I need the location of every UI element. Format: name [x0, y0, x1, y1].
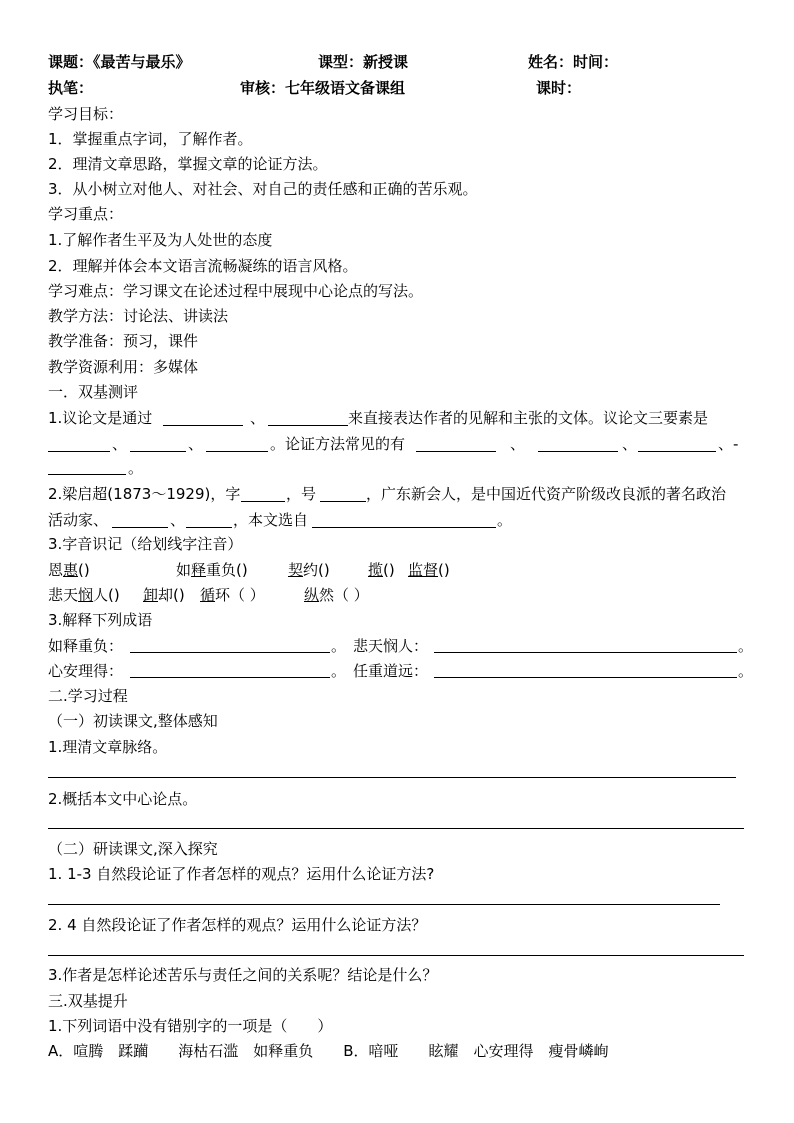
pron-item: 卸却() [143, 586, 185, 604]
blank[interactable] [186, 527, 232, 528]
writer: 执笔： [48, 79, 94, 97]
q1-sep: 、 [188, 435, 204, 453]
q2-text: ，广东新会人，是中国近代资产阶级改良派的著名政治 [366, 485, 727, 503]
blank[interactable] [130, 451, 186, 452]
pron-item: 恩惠() [48, 561, 90, 579]
question: 1.理清文章脉络。 [48, 738, 168, 756]
teaching-resource: 教学资源利用：多媒体 [48, 358, 199, 376]
pron-item: 如释重负() [176, 561, 248, 579]
keypoints-title: 学习重点： [48, 205, 124, 223]
q1-end: 。 [128, 459, 144, 477]
idiom-label: 心安理得： [48, 662, 124, 680]
q2-text: 。 [497, 511, 513, 529]
blank[interactable] [638, 451, 716, 452]
q2-text: 活动家、 [48, 511, 109, 529]
lesson-type: 课型：新授课 [318, 53, 409, 71]
question: 1.下列词语中没有错别字的一项是（ ） [48, 1017, 333, 1035]
goal-item: 2．理清文章思路，掌握文章的论证方法。 [48, 155, 328, 173]
pron-item: 纵然（ ） [304, 586, 369, 604]
blank[interactable] [320, 501, 366, 502]
blank[interactable] [48, 474, 126, 475]
period: 课时： [536, 79, 582, 97]
pron-item: 监督() [408, 561, 450, 579]
subsection-title: （二）研读课文,深入探究 [48, 840, 218, 858]
reviewer: 审核：七年级语文备课组 [240, 79, 406, 97]
q1-sep: 、 [250, 409, 266, 427]
pron-item: 揽() [368, 561, 395, 579]
q1-text: 1.议论文是通过 [48, 409, 153, 427]
topic: 课题：《最苦与最乐》 [48, 53, 191, 71]
q1-text-c: 。论证方法常见的有 [270, 435, 406, 453]
blank[interactable] [416, 451, 496, 452]
question: 3.作者是怎样论述苦乐与责任之间的关系呢？结论是什么？ [48, 966, 438, 984]
section3-title: 三.双基提升 [48, 992, 128, 1010]
difficulty: 学习难点：学习课文在论述过程中展现中心论点的写法。 [48, 282, 424, 300]
blank[interactable] [130, 652, 330, 653]
idiom-label: 如释重负： [48, 637, 124, 655]
answer-line[interactable] [48, 828, 744, 829]
blank[interactable] [268, 425, 348, 426]
blank[interactable] [434, 652, 737, 653]
q2-text: 、 [170, 511, 186, 529]
option-line: A．喧腾 蹂躏 海枯石滥 如释重负 B．喑哑 眩耀 心安理得 瘦骨嶙峋 [48, 1042, 609, 1060]
q1-sep: 、 [510, 435, 526, 453]
q2-text: ，号 [286, 485, 317, 503]
keypoint-item: 2．理解并体会本文语言流畅凝练的语言风格。 [48, 257, 358, 275]
section1-title: 一．双基测评 [48, 383, 139, 401]
idiom-label: 任重道远： [353, 662, 429, 680]
blank[interactable] [312, 527, 496, 528]
period-mark: 。 [331, 637, 347, 655]
subsection-title: （一）初读课文,整体感知 [48, 712, 218, 730]
name-time: 姓名：时间： [528, 53, 619, 71]
goal-item: 3．从小树立对他人、对社会、对自己的责任感和正确的苦乐观。 [48, 180, 478, 198]
blank[interactable] [241, 501, 285, 502]
blank[interactable] [48, 451, 110, 452]
teaching-prep: 教学准备：预习，课件 [48, 332, 199, 350]
goals-title: 学习目标： [48, 105, 124, 123]
pron-item: 契约() [288, 561, 330, 579]
answer-line[interactable] [48, 955, 744, 956]
blank[interactable] [206, 451, 268, 452]
goal-item: 1．掌握重点字词，了解作者。 [48, 130, 253, 148]
q4-title: 3.解释下列成语 [48, 611, 153, 629]
question: 1. 1-3 自然段论证了作者怎样的观点？运用什么论证方法? [48, 865, 435, 883]
teaching-method: 教学方法：讨论法、讲读法 [48, 307, 229, 325]
q1-sep: 、- [718, 435, 739, 453]
blank[interactable] [112, 527, 168, 528]
pron-item: 循环（ ） [200, 586, 265, 604]
answer-line[interactable] [48, 904, 720, 905]
q1-text-b: 来直接表达作者的见解和主张的文体。议论文三要素是 [348, 409, 709, 427]
period-mark: 。 [738, 662, 754, 680]
q2-text: 2.梁启超(1873～1929)，字 [48, 485, 241, 503]
q1-sep: 、 [622, 435, 638, 453]
section2-title: 二.学习过程 [48, 687, 128, 705]
answer-line[interactable] [48, 777, 736, 778]
blank[interactable] [130, 677, 330, 678]
period-mark: 。 [738, 637, 754, 655]
period-mark: 。 [331, 662, 347, 680]
question: 2. 4 自然段论证了作者怎样的观点？运用什么论证方法？ [48, 916, 427, 934]
q3-title: 3.字音识记（给划线字注音） [48, 535, 243, 553]
blank[interactable] [538, 451, 618, 452]
q1-sep: 、 [112, 435, 128, 453]
pron-item: 悲天悯人() [48, 586, 120, 604]
blank[interactable] [163, 425, 243, 426]
blank[interactable] [434, 677, 737, 678]
keypoint-item: 1.了解作者生平及为人处世的态度 [48, 231, 273, 249]
question: 2.概括本文中心论点。 [48, 790, 198, 808]
idiom-label: 悲天悯人： [353, 637, 429, 655]
q2-text: ，本文选自 [233, 511, 309, 529]
